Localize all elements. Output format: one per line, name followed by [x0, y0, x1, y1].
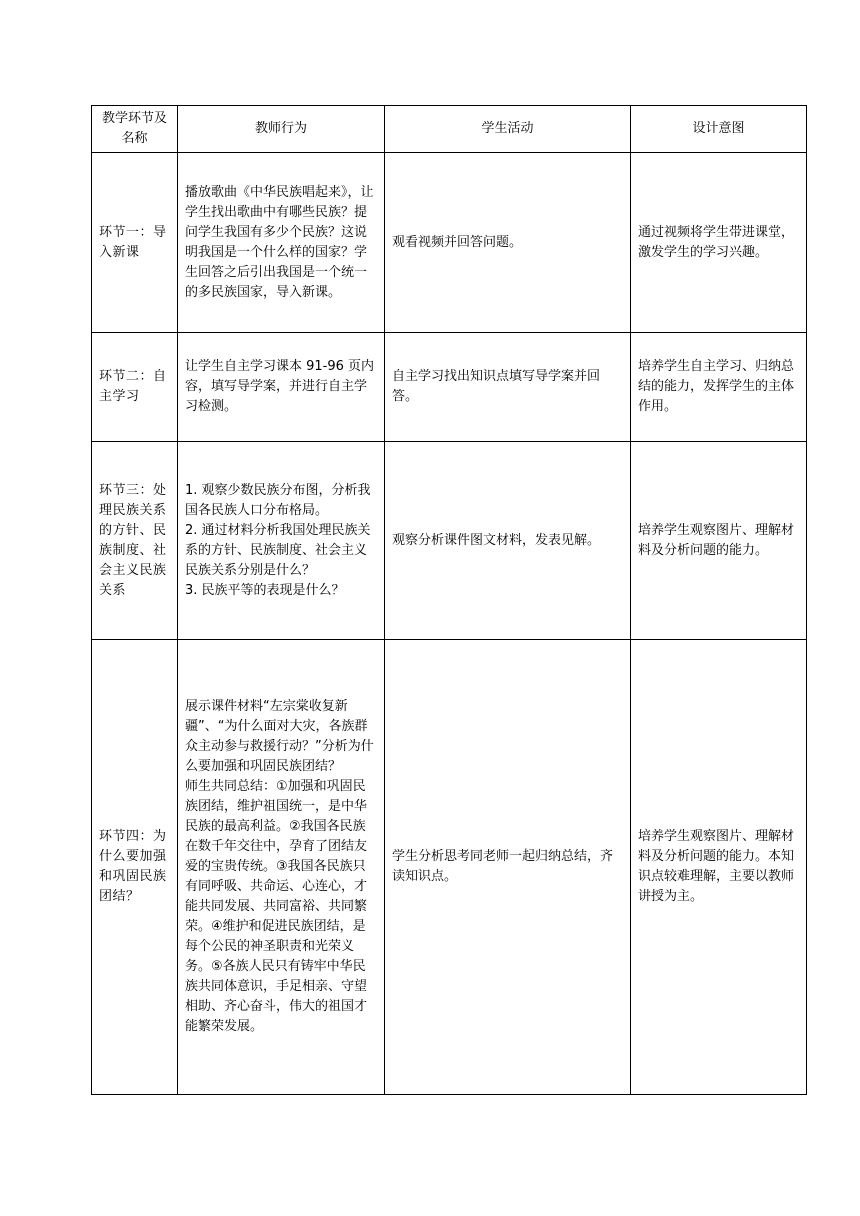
intent-cell: 通过视频将学生带进课堂，激发学生的学习兴趣。 — [631, 153, 807, 333]
header-teacher: 教师行为 — [178, 106, 385, 153]
teacher-paragraph: 师生共同总结：①加强和巩固民族团结，维护祖国统一，是中华民族的最高利益。②我国各民族在数千年交往中，孕育了团结友爱的宝贵传统。③我国各民族只有同呼吸、共命运、心连心，才能共同发展、共同富裕、共同繁荣。④维护和促进民族团结，是每个公民的神圣职责和光荣义务。⑤各族人民只有铸牢中华民族共同体意识，手足相亲、守望相助、齐心奋斗，伟大的祖国才能繁荣发展。 — [185, 779, 368, 1034]
student-cell: 自主学习找出知识点填写导学案并回答。 — [385, 333, 631, 442]
stage-cell: 环节三：处理民族关系的方针、民族制度、社会主义民族关系 — [92, 442, 178, 640]
intent-cell: 培养学生自主学习、归纳总结的能力，发挥学生的主体作用。 — [631, 333, 807, 442]
teacher-cell: 让学生自主学习课本 91-96 页内容，填写导学案，并进行自主学习检测。 — [178, 333, 385, 442]
table-header-row — [92, 106, 807, 153]
table-row — [92, 442, 807, 640]
header-stage: 教学环节及名称 — [92, 106, 178, 153]
stage-cell: 环节二：自主学习 — [92, 333, 178, 442]
intent-cell: 培养学生观察图片、理解材料及分析问题的能力。 — [631, 442, 807, 640]
list-item: 3. 民族平等的表现是什么？ — [185, 582, 345, 598]
lesson-plan-table — [91, 105, 807, 1095]
teacher-paragraph: 展示课件材料“左宗棠收复新疆”、“为什么面对大灾，各族群众主动参与救援行动？”分析为什么要加强和巩固民族团结？ — [185, 699, 374, 774]
student-cell: 学生分析思考同老师一起归纳总结，齐读知识点。 — [385, 640, 631, 1095]
header-student: 学生活动 — [385, 106, 631, 153]
teacher-cell: 播放歌曲《中华民族唱起来》，让学生找出歌曲中有哪些民族？提问学生我国有多少个民族？这说明我国是一个什么样的国家？学生回答之后引出我国是一个统一的多民族国家，导入新课。 — [178, 153, 385, 333]
student-cell: 观察分析课件图文材料，发表见解。 — [385, 442, 631, 640]
list-item: 2. 通过材料分析我国处理民族关系的方针、民族制度、社会主义民族关系分别是什么？ — [185, 522, 371, 578]
list-item: 1. 观察少数民族分布图，分析我国各民族人口分布格局。 — [185, 482, 371, 518]
header-intent: 设计意图 — [631, 106, 807, 153]
table-row — [92, 640, 807, 1095]
stage-cell: 环节一：导入新课 — [92, 153, 178, 333]
teacher-cell — [178, 442, 385, 640]
student-cell: 观看视频并回答问题。 — [385, 153, 631, 333]
intent-cell: 培养学生观察图片、理解材料及分析问题的能力。本知识点较难理解，主要以教师讲授为主。 — [631, 640, 807, 1095]
teacher-cell — [178, 640, 385, 1095]
table-row — [92, 333, 807, 442]
stage-cell: 环节四：为什么要加强和巩固民族团结？ — [92, 640, 178, 1095]
table-row — [92, 153, 807, 333]
